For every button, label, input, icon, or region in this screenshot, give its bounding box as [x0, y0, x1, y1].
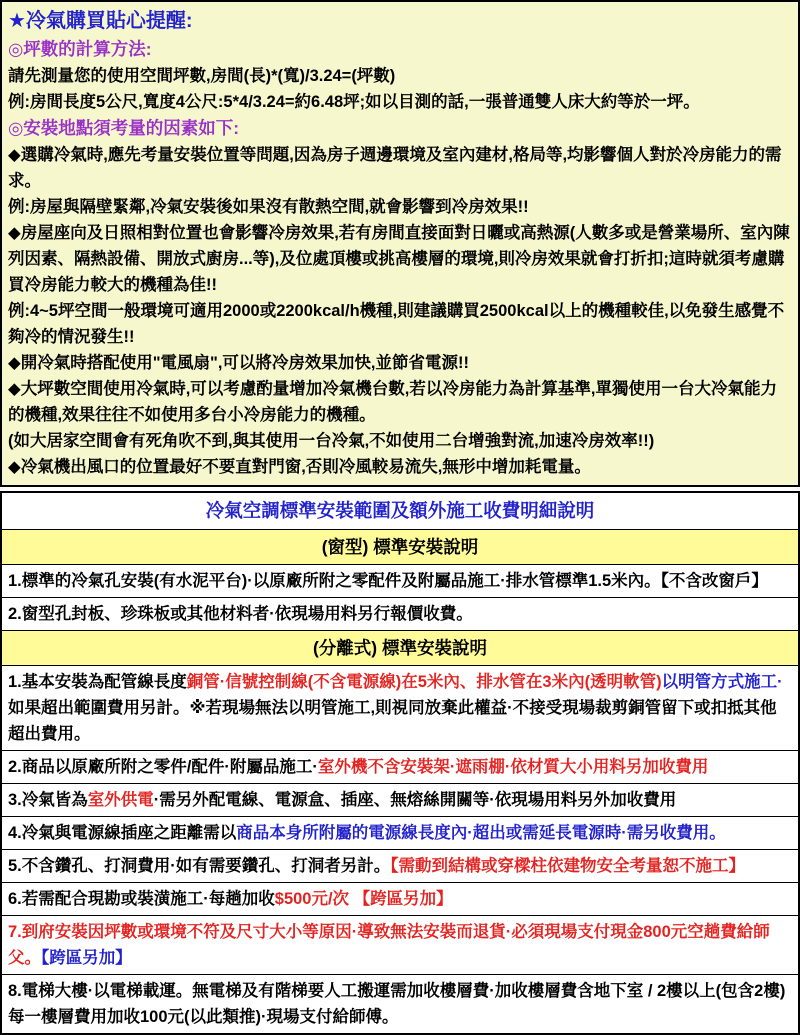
text-segment: 商品本身所附屬的電源線長度內·超出或需延長電源時·需另收費用。 [236, 824, 726, 842]
text-segment: 7.到府安裝因坪數或環境不符及尺寸大小等原因·導致無法安裝而退貨·必須現場支付現金800元空趟費給師父。 [8, 923, 770, 967]
installation-fees-table [0, 491, 800, 1035]
text-segment: 2.窗型孔封板、珍珠板或其他材料者·依現場用料另行報價收費。 [8, 605, 473, 623]
fee-row-text [1, 883, 799, 916]
table-title: 冷氣空調標準安裝範圍及額外施工收費明細說明 [1, 492, 799, 530]
text-segment: 【需動到結構或穿樑柱依建物安全考量恕不施工】 [390, 857, 746, 875]
text-segment: 【跨區另加】 [41, 949, 132, 967]
text-segment: 銅管·信號控制線(不含電源線)在5米內、排水管在3米內(透明軟管) [186, 673, 662, 691]
fee-row [1, 850, 799, 883]
tip-line [8, 428, 792, 454]
fee-row [1, 565, 799, 598]
text-segment: ◆選購冷氣時,應先考量安裝位置等問題,因為房子週邊環境及室內建材,格局等,均影響個人對於冷房能力的需求。 [8, 146, 782, 190]
text-segment: ◆房屋座向及日照相對位置也會影響冷房效果,若有房間直接面對日曬或高熱源(人數多或是營業場所、室內陳列因素、隔熱設備、開放式廚房...等),及位處頂樓或挑高樓層的環境,則冷房效果就會打折扣;這時就須考慮購買冷房能力較大的機種為佳!! [8, 224, 790, 294]
text-segment: ·需另外配電線、電源盒、插座、無熔絲開關等·依現場用料另外加收費用 [153, 791, 677, 809]
text-segment: 例:房間長度5公尺,寬度4公尺:5*4/3.24=約6.48坪;如以目測的話,一張普通雙人床大約等於一坪。 [8, 93, 700, 111]
text-segment: $500元/次 【跨區另加】 [274, 890, 453, 908]
section-header: (分離式) 標準安裝說明 [1, 631, 799, 666]
fee-row-text [1, 751, 799, 784]
text-segment: 1.基本安裝為配管線長度 [8, 673, 187, 691]
text-segment: 室外機不含安裝架·遮雨棚·依材質大小用料另加收費用 [317, 758, 709, 776]
text-segment: 如果超出範圍費用另計。※若現場無法以明管施工,則視同放棄此權益·不接受現場裁剪銅管留下或扣抵其他超出費用。 [8, 699, 777, 743]
section-header-row [1, 530, 799, 565]
text-segment: 例:房屋與隔壁緊鄰,冷氣安裝後如果沒有散熱空間,就會影響到冷房效果!! [8, 198, 529, 216]
text-segment: ◎坪數的計算方法: [8, 39, 152, 59]
tip-line [8, 89, 792, 115]
text-segment: 以明管方式施工· [661, 673, 783, 691]
tips-title [8, 6, 792, 36]
text-segment: ◆開冷氣時搭配使用"電風扇",可以將冷房效果加快,並節省電源!! [8, 354, 469, 372]
text-segment: 8.電梯大樓·以電梯載運。無電梯及有階梯要人工搬運需加收樓層費·加收樓層費含地下室 / 2樓以上(包含2樓)每一樓層費用加收100元(以此類推)·現場支付給師傅。 [8, 982, 786, 1026]
fee-row [1, 916, 799, 975]
text-segment: 例:4~5坪空間一般環境可適用2000或2200kcal/h機種,則建議購買2500kcal以上的機種較佳,以免發生感覺不夠冷的情況發生!! [8, 302, 785, 346]
tips-subheading [8, 36, 792, 63]
tip-line [8, 454, 792, 480]
fee-row-text [1, 666, 799, 751]
purchase-tips-box [0, 0, 800, 487]
fee-row [1, 666, 799, 751]
section-header-row [1, 631, 799, 666]
fee-row [1, 751, 799, 784]
tip-line [8, 142, 792, 194]
section-header: (窗型) 標準安裝說明 [1, 530, 799, 565]
fee-row [1, 817, 799, 850]
fee-row [1, 598, 799, 631]
tip-line [8, 298, 792, 350]
text-segment: (如大居家空間會有死角吹不到,與其使用一台冷氣,不如使用二台增強對流,加速冷房效率!!) [8, 432, 655, 450]
fee-row [1, 784, 799, 817]
tips-subheading [8, 115, 792, 142]
text-segment: 5.不含鑽孔、打洞費用·如有需要鑽孔、打洞者另計。 [8, 857, 391, 875]
text-segment: 室外供電 [87, 791, 154, 809]
fee-row-text [1, 850, 799, 883]
text-segment: 3.冷氣皆為 [8, 791, 88, 809]
fee-row-text [1, 975, 799, 1035]
tip-line [8, 376, 792, 428]
text-segment: ◆大坪數空間使用冷氣時,可以考慮酌量增加冷氣機台數,若以冷房能力為計算基準,單獨使用一台大冷氣能力的機種,效果往往不如使用多台小冷房能力的機種。 [8, 380, 777, 424]
fee-row-text [1, 817, 799, 850]
text-segment: ★冷氣購買貼心提醒: [8, 10, 193, 32]
fee-row-text [1, 598, 799, 631]
fee-row [1, 883, 799, 916]
table-title-row [1, 492, 799, 530]
text-segment: 2.商品以原廠所附之零件/配件·附屬品施工· [8, 758, 318, 776]
text-segment: ◆冷氣機出風口的位置最好不要直對門窗,否則冷風較易流失,無形中增加耗電量。 [8, 458, 591, 476]
fee-row-text [1, 565, 799, 598]
fee-row-text [1, 916, 799, 975]
tip-line [8, 63, 792, 89]
fee-row [1, 975, 799, 1035]
text-segment: ◎安裝地點須考量的因素如下: [8, 118, 240, 138]
tip-line [8, 194, 792, 220]
text-segment: 請先測量您的使用空間坪數,房間(長)*(寬)/3.24=(坪數) [8, 67, 396, 85]
tip-line [8, 350, 792, 376]
fee-row-text [1, 784, 799, 817]
text-segment: 6.若需配合現勘或裝潢施工·每趟加收 [8, 890, 275, 908]
text-segment: 4.冷氣與電源線插座之距離需以 [8, 824, 237, 842]
text-segment: 1.標準的冷氣孔安裝(有水泥平台)·以原廠所附之零配件及附屬品施工·排水管標準1.5米內。【不含改窗戶】 [8, 572, 768, 590]
tip-line [8, 220, 792, 298]
